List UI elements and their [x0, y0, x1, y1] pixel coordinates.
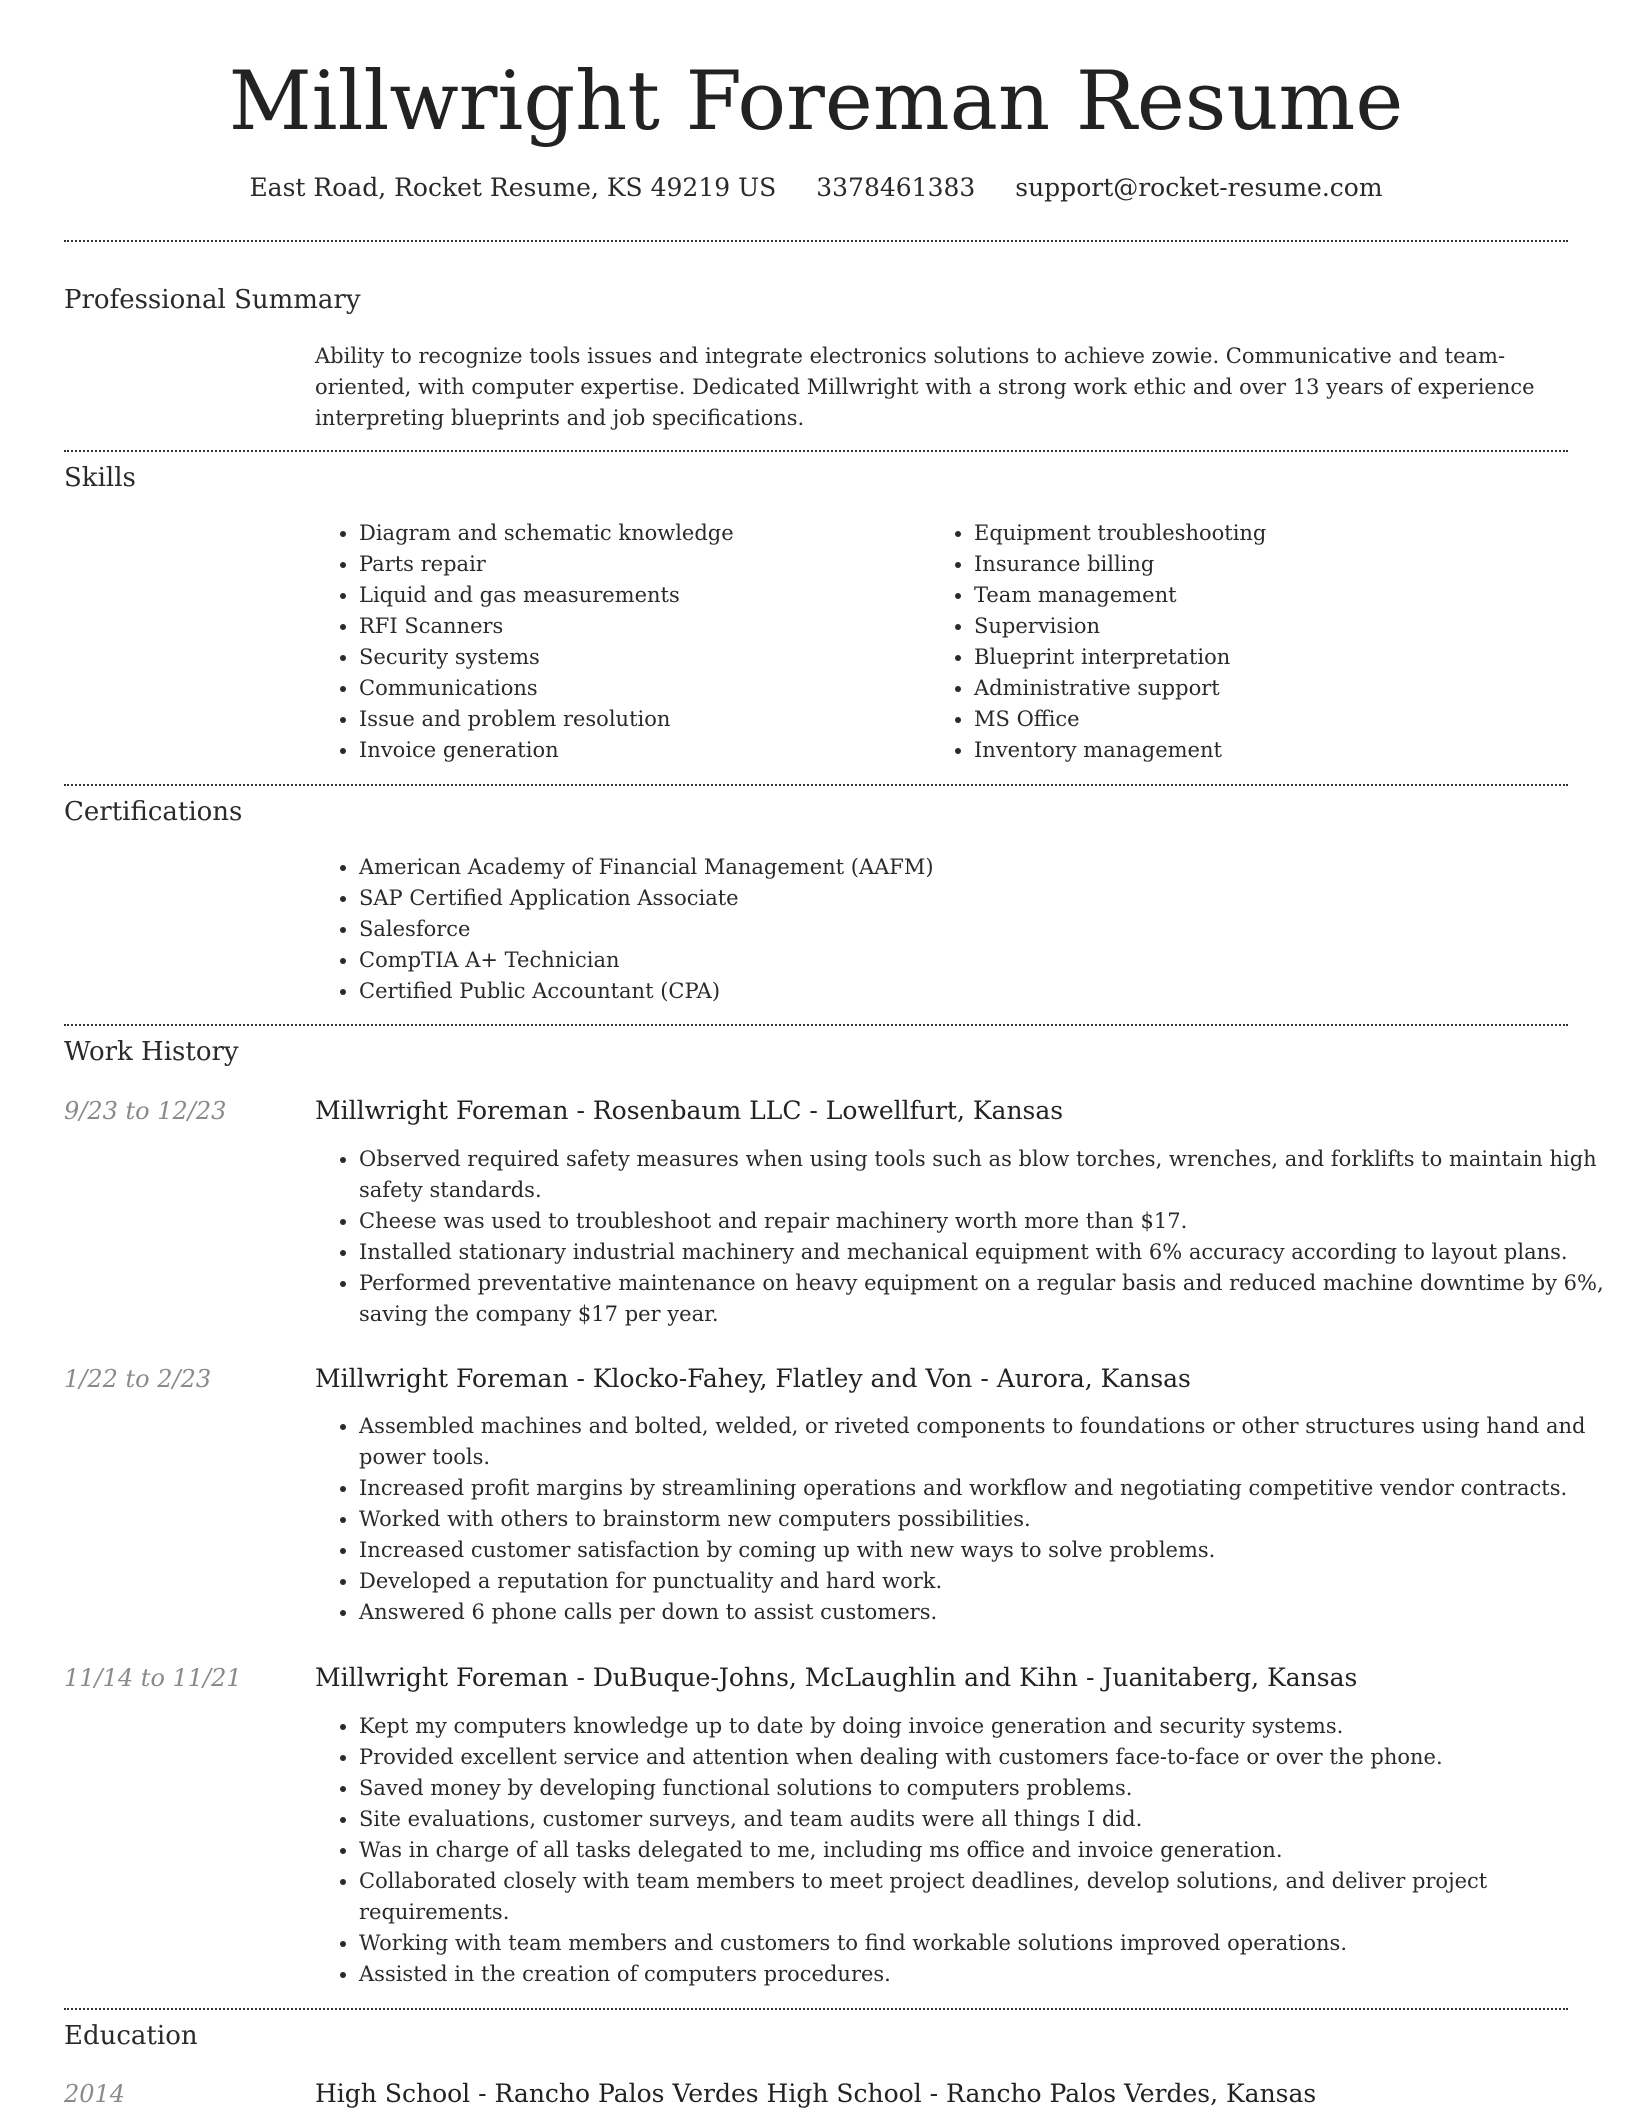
list-item: • Installed stationary industrial machinery and mechanical equipment with 6% accuracy according to layout plans. [359, 1237, 1612, 1268]
list-item: • Equipment troubleshooting [974, 518, 1574, 549]
job-bullets [315, 1711, 1612, 1990]
list-item: • CompTIA A+ Technician [359, 945, 1559, 976]
list-item: • Increased profit margins by streamlining operations and workflow and negotiating competitive vendor contracts. [359, 1473, 1612, 1504]
list-item: • Issue and problem resolution [359, 704, 919, 735]
list-item: • Performed preventative maintenance on heavy equipment on a regular basis and reduced machine downtime by 6%, saving the company $17 per year. [359, 1268, 1612, 1330]
divider [64, 2008, 1568, 2010]
contact-line [0, 170, 1632, 206]
list-item: • Insurance billing [974, 549, 1574, 580]
section-title-certifications: Certifications [64, 797, 243, 827]
list-item: • Developed a reputation for punctuality and hard work. [359, 1566, 1612, 1597]
divider [64, 784, 1568, 786]
list-item: • Communications [359, 673, 919, 704]
education-date: 2014 [64, 2080, 126, 2108]
list-item: • Increased customer satisfaction by coming up with new ways to solve problems. [359, 1535, 1612, 1566]
list-item: • Security systems [359, 642, 919, 673]
list-item: • RFI Scanners [359, 611, 919, 642]
skills-list-right [930, 518, 1574, 766]
skills-list-left [315, 518, 919, 766]
list-item: • Invoice generation [359, 735, 919, 766]
list-item: • Salesforce [359, 914, 1559, 945]
resume-title: Millwright Foreman Resume [228, 55, 1404, 149]
list-item: • American Academy of Financial Management (AAFM) [359, 852, 1559, 883]
list-item: • Worked with others to brainstorm new computers possibilities. [359, 1504, 1612, 1535]
summary-text: Ability to recognize tools issues and integrate electronics solutions to achieve zowie. Communicative and team-oriented, with computer expertise. Dedicated Millwright with a strong work ethic and over 13 years of experience interpreting blueprints and job specifications. [315, 344, 1535, 430]
list-item: • Certified Public Accountant (CPA) [359, 976, 1559, 1007]
list-item: • Site evaluations, customer surveys, and team audits were all things I did. [359, 1804, 1612, 1835]
list-item: • Kept my computers knowledge up to date by doing invoice generation and security systems. [359, 1711, 1612, 1742]
job-heading: Millwright Foreman - DuBuque-Johns, McLaughlin and Kihn - Juanitaberg, Kansas [315, 1663, 1358, 1692]
job-date: 11/14 to 11/21 [64, 1664, 242, 1692]
list-item: • MS Office [974, 704, 1574, 735]
job-date: 9/23 to 12/23 [64, 1097, 227, 1125]
list-item: • Liquid and gas measurements [359, 580, 919, 611]
list-item: • Was in charge of all tasks delegated to me, including ms office and invoice generation. [359, 1835, 1612, 1866]
certifications-list [315, 852, 1559, 1007]
list-item: • Answered 6 phone calls per down to assist customers. [359, 1597, 1612, 1628]
job-bullets [315, 1144, 1612, 1330]
list-item: • Observed required safety measures when using tools such as blow torches, wrenches, and forklifts to maintain high safety standards. [359, 1144, 1612, 1206]
list-item: • Team management [974, 580, 1574, 611]
list-item: • Administrative support [974, 673, 1574, 704]
section-title-summary: Professional Summary [64, 285, 361, 315]
job-date: 1/22 to 2/23 [64, 1365, 212, 1393]
list-item: • Working with team members and customers to find workable solutions improved operations. [359, 1928, 1612, 1959]
list-item: • Provided excellent service and attention when dealing with customers face-to-face or over the phone. [359, 1742, 1612, 1773]
contact-phone: 3378461383 [816, 173, 976, 202]
list-item: • Cheese was used to troubleshoot and repair machinery worth more than $17. [359, 1206, 1612, 1237]
list-item: • Supervision [974, 611, 1574, 642]
list-item: • Parts repair [359, 549, 919, 580]
list-item: • Inventory management [974, 735, 1574, 766]
list-item: • Collaborated closely with team members to meet project deadlines, develop solutions, and deliver project requirements. [359, 1866, 1612, 1928]
job-heading: Millwright Foreman - Klocko-Fahey, Flatley and Von - Aurora, Kansas [315, 1364, 1191, 1393]
contact-address: East Road, Rocket Resume, KS 49219 US [249, 173, 777, 202]
section-title-skills: Skills [64, 463, 136, 493]
list-item: • Diagram and schematic knowledge [359, 518, 919, 549]
divider [64, 450, 1568, 452]
contact-email: support@rocket-resume.com [1015, 173, 1383, 202]
list-item: • Saved money by developing functional solutions to computers problems. [359, 1773, 1612, 1804]
divider [64, 240, 1568, 242]
education-heading: High School - Rancho Palos Verdes High School - Rancho Palos Verdes, Kansas [315, 2079, 1317, 2108]
job-heading: Millwright Foreman - Rosenbaum LLC - Lowellfurt, Kansas [315, 1096, 1064, 1125]
section-title-work-history: Work History [64, 1037, 239, 1067]
list-item: • Blueprint interpretation [974, 642, 1574, 673]
section-title-education: Education [64, 2021, 198, 2051]
list-item: • Assembled machines and bolted, welded, or riveted components to foundations or other structures using hand and power tools. [359, 1411, 1612, 1473]
divider [64, 1024, 1568, 1026]
list-item: • SAP Certified Application Associate [359, 883, 1559, 914]
list-item: • Assisted in the creation of computers procedures. [359, 1959, 1612, 1990]
job-bullets [315, 1411, 1612, 1628]
